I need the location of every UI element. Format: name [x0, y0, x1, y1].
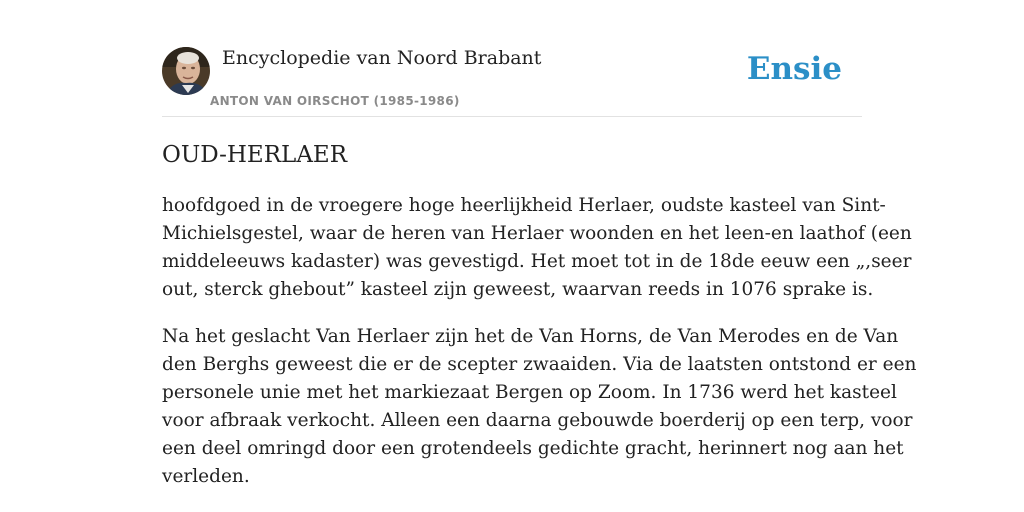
paragraph	[162, 192, 912, 304]
author-name[interactable]: ANTON VAN OIRSCHOT (1985-1986)	[210, 94, 460, 108]
text-line: een deel omringd door een grotendeels gedichte gracht, herinnert nog aan het	[162, 438, 904, 459]
source-header	[162, 46, 862, 117]
text-line: Michielsgestel, waar de heren van Herlaer woonden en het leen-en laathof (een	[162, 223, 912, 244]
ensie-logo[interactable]: Ensie	[746, 51, 842, 87]
text-line: out, sterck ghebout” kasteel zijn geweest, waarvan reeds in 1076 sprake is.	[162, 279, 874, 300]
paragraph	[162, 323, 917, 491]
entry-title: OUD-HERLAER	[162, 142, 348, 168]
text-line: personele unie met het markiezaat Bergen op Zoom. In 1736 werd het kasteel	[162, 382, 897, 403]
entry-body	[162, 192, 917, 510]
text-line: den Berghs geweest die er de scepter zwaaiden. Via de laatsten ontstond er een	[162, 354, 917, 375]
text-line: middeleeuws kadaster) was gevestigd. Het moet tot in de 18de eeuw een „,seer	[162, 251, 912, 272]
text-line: verleden.	[162, 466, 250, 487]
text-line: Na het geslacht Van Herlaer zijn het de Van Horns, de Van Merodes en de Van	[162, 326, 899, 347]
author-portrait-icon[interactable]	[162, 47, 210, 95]
text-line: voor afbraak verkocht. Alleen een daarna gebouwde boerderij op een terp, voor	[162, 410, 913, 431]
source-title[interactable]: Encyclopedie van Noord Brabant	[222, 47, 542, 69]
text-line: hoofdgoed in de vroegere hoge heerlijkheid Herlaer, oudste kasteel van Sint-	[162, 195, 886, 216]
